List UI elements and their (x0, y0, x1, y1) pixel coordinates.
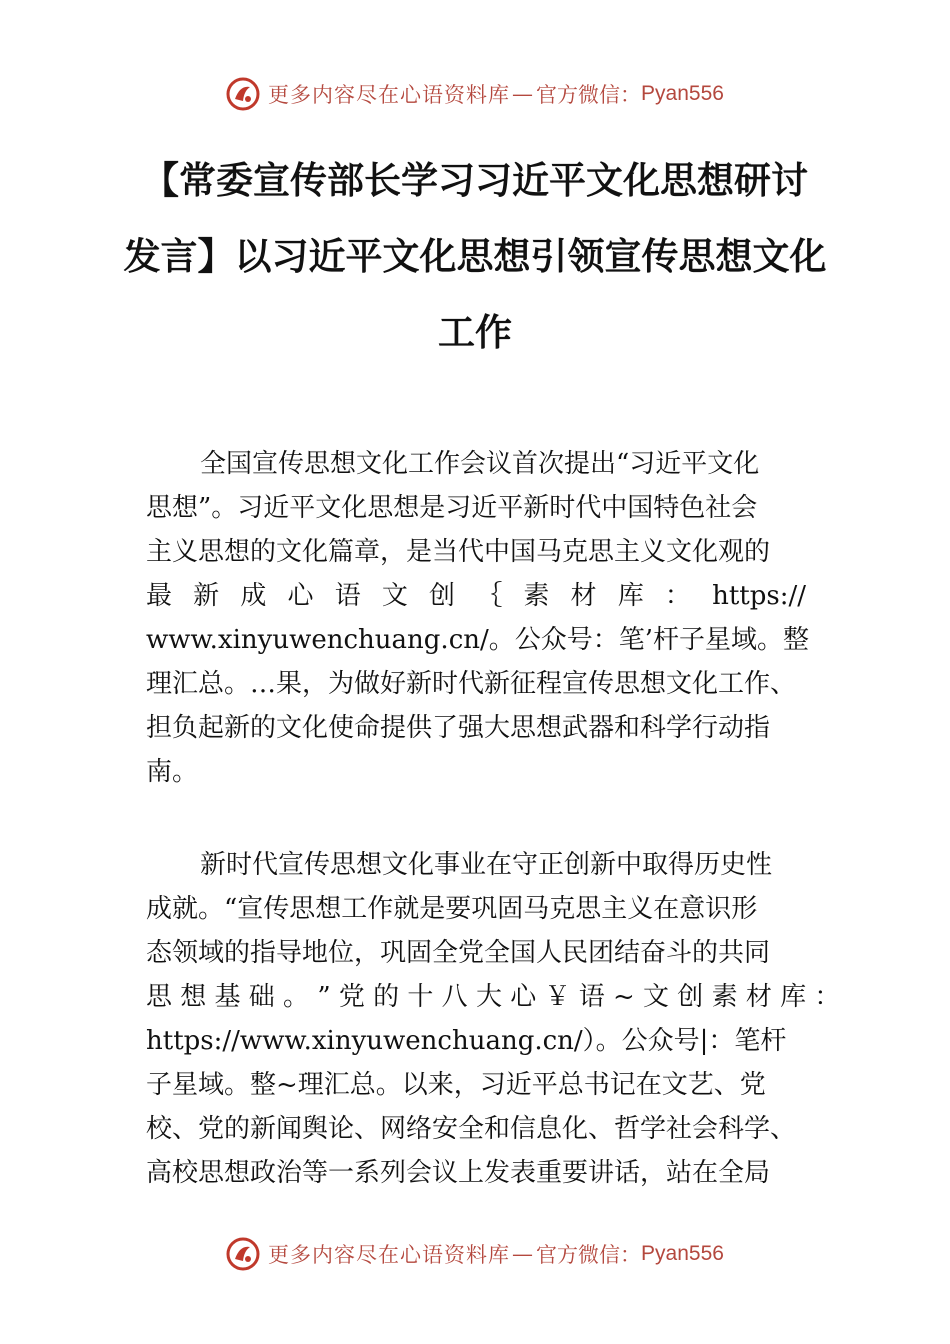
paragraph-line: 最 新 成 心 语 文 创 ｛ 素 材 库 ： https:// (146, 581, 806, 611)
document-title (120, 142, 830, 370)
title-line: 发言】以习近平文化思想引领宣传思想文化 (123, 234, 827, 278)
brand-logo-icon (226, 77, 260, 111)
banner-wechat-label: 官方微信： (536, 1243, 642, 1267)
banner-wechat-label: 官方微信： (536, 83, 642, 107)
banner-separator: — (512, 82, 535, 106)
paragraph-line: 理汇总。…果，为做好新时代新征程宣传思想文化工作、 (146, 669, 797, 699)
paragraph-line: 高校思想政治等一系列会议上发表重要讲话，站在全局 (146, 1158, 771, 1188)
paragraph-line: 新时代宣传思想文化事业在守正创新中取得历史性 (200, 850, 773, 880)
paragraph-line: 校、党的新闻舆论、网络安全和信息化、哲学社会科学、 (146, 1114, 797, 1144)
header-banner (0, 72, 950, 116)
paragraph-line: 思想”。习近平文化思想是习近平新时代中国特色社会 (146, 493, 758, 523)
brand-logo-icon (226, 1237, 260, 1271)
footer-banner (0, 1232, 950, 1276)
banner-wechat-id: Pyan556 (641, 82, 724, 105)
paragraph-line: 子星域。整~理汇总。以来，习近平总书记在文艺、党 (146, 1070, 766, 1100)
paragraph-line: 主义思想的文化篇章，是当代中国马克思主义文化观的 (146, 537, 771, 567)
banner-wechat-id: Pyan556 (641, 1242, 724, 1265)
paragraph-line: 南。 (146, 757, 199, 787)
paragraph-line: 态领域的指导地位，巩固全党全国人民团结奋斗的共同 (146, 938, 771, 968)
banner-separator: — (512, 1242, 535, 1266)
paragraph-line: https://www.xinyuwenchuang.cn/）。公众号|：笔杆 (146, 1026, 787, 1056)
body-paragraph-2 (146, 843, 841, 1195)
body-paragraph-1 (146, 442, 810, 794)
title-line: 工作 (438, 310, 512, 354)
paragraph-line: 思 想 基 础 。 ” 党 的 十 八 大 心 ￥ 语 ~ 文 创 素 材 库 ： (146, 982, 841, 1012)
paragraph-line: 担负起新的文化使命提供了强大思想武器和科学行动指 (146, 713, 771, 743)
paragraph-line: 全国宣传思想文化工作会议首次提出“习近平文化 (200, 449, 760, 479)
banner-text: 更多内容尽在心语资料库 (268, 83, 511, 107)
banner-text: 更多内容尽在心语资料库 (268, 1243, 511, 1267)
title-line: 【常委宣传部长学习习近平文化思想研讨 (142, 158, 808, 202)
paragraph-line: www.xinyuwenchuang.cn/。公众号：笔’杆子星域。整 (146, 625, 810, 655)
paragraph-line: 成就。“宣传思想工作就是要巩固马克思主义在意识形 (146, 894, 758, 924)
